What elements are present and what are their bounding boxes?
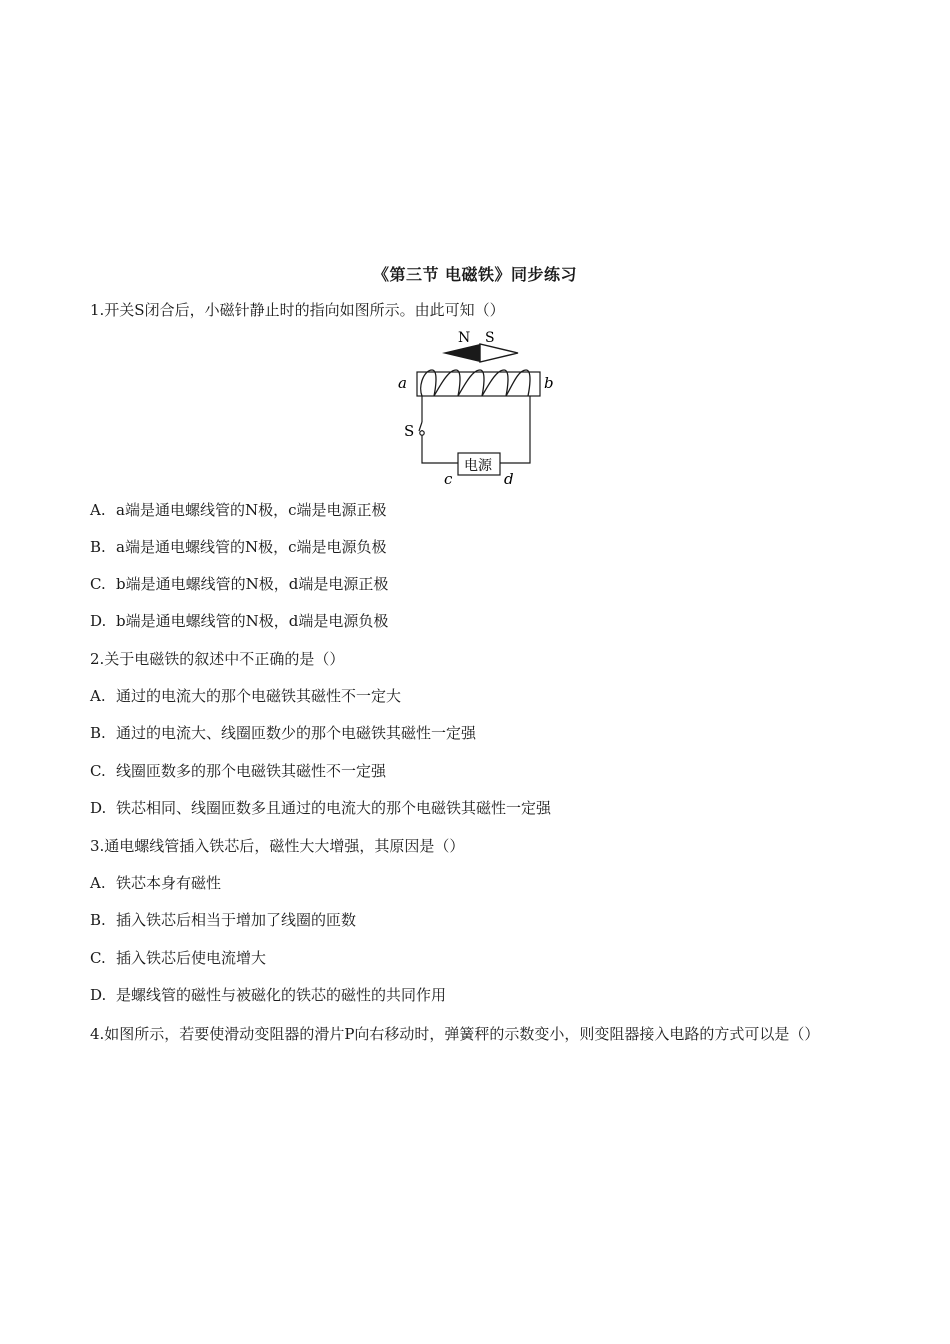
question-2-option-d: D. 铁芯相同、线圈匝数多且通过的电流大的那个电磁铁其磁性一定强 bbox=[90, 799, 552, 817]
page-title: 《第三节 电磁铁》同步练习 bbox=[372, 265, 578, 284]
question-2-stem: 2.关于电磁铁的叙述中不正确的是（） bbox=[90, 650, 345, 668]
question-1-option-a: A. a端是通电螺线管的N极，c端是电源正极 bbox=[90, 501, 387, 519]
question-4-stem: 4.如图所示，若要使滑动变阻器的滑片P向右移动时，弹簧秤的示数变小，则变阻器接入电路的方式可以是（） bbox=[90, 1025, 820, 1043]
question-2-option-b: B. 通过的电流大、线圈匝数少的那个电磁铁其磁性一定强 bbox=[90, 724, 477, 742]
terminal-c-label: c bbox=[444, 470, 453, 488]
question-3-option-d: D. 是螺线管的磁性与被磁化的铁芯的磁性的共同作用 bbox=[90, 986, 447, 1004]
compass-needle-north bbox=[442, 344, 480, 362]
terminal-d-label: d bbox=[504, 470, 514, 488]
needle-n-label: N bbox=[458, 330, 471, 346]
solenoid-circuit-diagram bbox=[392, 330, 562, 488]
question-1-option-b: B. a端是通电螺线管的N极，c端是电源负极 bbox=[90, 538, 387, 556]
question-1-option-d: D. b端是通电螺线管的N极，d端是电源负极 bbox=[90, 612, 389, 630]
question-2-option-a: A. 通过的电流大的那个电磁铁其磁性不一定大 bbox=[90, 687, 402, 705]
switch-s-label: S bbox=[404, 422, 415, 440]
solenoid-end-b-label: b bbox=[544, 374, 554, 392]
question-2-option-c: C. 线圈匝数多的那个电磁铁其磁性不一定强 bbox=[90, 762, 387, 780]
compass-needle-south bbox=[480, 344, 518, 362]
switch-s bbox=[419, 422, 424, 435]
question-3-option-b: B. 插入铁芯后相当于增加了线圈的匝数 bbox=[90, 911, 357, 929]
needle-s-label: S bbox=[485, 330, 495, 346]
power-source-label: 电源 bbox=[464, 458, 492, 474]
question-3-stem: 3.通电螺线管插入铁芯后，磁性大大增强，其原因是（） bbox=[90, 837, 465, 855]
question-3-option-c: C. 插入铁芯后使电流增大 bbox=[90, 949, 267, 967]
question-1-stem: 1.开关S闭合后，小磁针静止时的指向如图所示。由此可知（） bbox=[90, 301, 505, 319]
question-1-option-c: C. b端是通电螺线管的N极，d端是电源正极 bbox=[90, 575, 389, 593]
solenoid-coil bbox=[421, 370, 530, 396]
solenoid-end-a-label: a bbox=[398, 374, 407, 392]
question-3-option-a: A. 铁芯本身有磁性 bbox=[90, 874, 222, 892]
